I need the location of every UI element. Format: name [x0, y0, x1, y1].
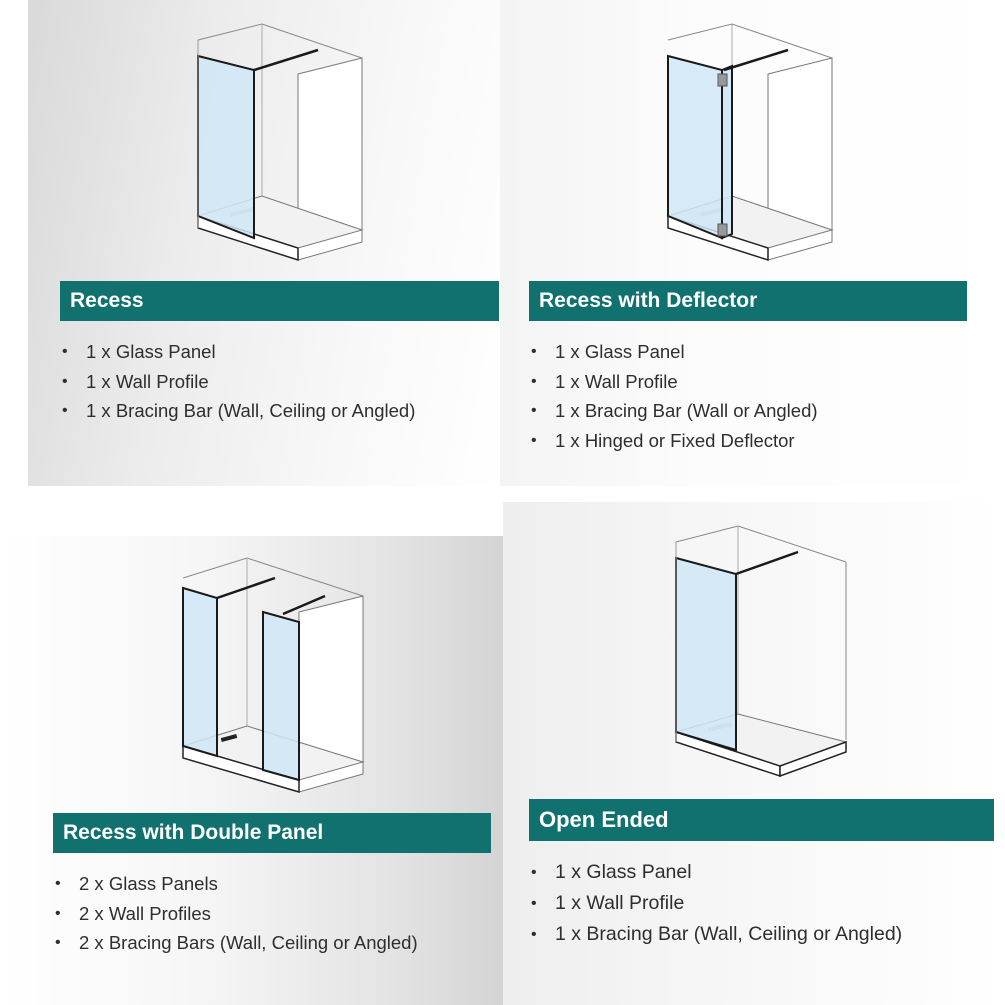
list-item: • 1 x Glass Panel	[60, 337, 415, 367]
section-title-recess: Recess	[60, 281, 499, 321]
list-item: • 1 x Wall Profile	[60, 367, 415, 397]
list-item: • 2 x Wall Profiles	[53, 899, 418, 929]
list-item: • 1 x Bracing Bar (Wall, Ceiling or Angled)	[529, 919, 902, 950]
recess-deflector-items-list	[529, 337, 818, 455]
open-ended-items-list	[529, 857, 902, 950]
list-item: • 1 x Glass Panel	[529, 857, 902, 888]
list-item: • 1 x Wall Profile	[529, 888, 902, 919]
list-item: • 1 x Hinged or Fixed Deflector	[529, 426, 818, 456]
list-item: • 2 x Glass Panels	[53, 869, 418, 899]
recess-double-panel-items-list	[53, 869, 418, 958]
open-ended-shower-diagram-icon	[668, 522, 853, 782]
list-item: • 2 x Bracing Bars (Wall, Ceiling or Angled)	[53, 928, 418, 958]
section-title-recess-double-panel: Recess with Double Panel	[53, 813, 491, 853]
list-item: • 1 x Bracing Bar (Wall or Angled)	[529, 396, 818, 426]
recess-deflector-shower-diagram-icon	[660, 20, 840, 265]
section-title-recess-deflector: Recess with Deflector	[529, 281, 967, 321]
list-item: • 1 x Glass Panel	[529, 337, 818, 367]
recess-shower-diagram-icon	[190, 20, 370, 265]
section-title-open-ended: Open Ended	[529, 799, 994, 841]
recess-double-panel-shower-diagram-icon	[175, 550, 370, 800]
recess-items-list	[60, 337, 415, 426]
list-item: • 1 x Bracing Bar (Wall, Ceiling or Angled)	[60, 396, 415, 426]
list-item: • 1 x Wall Profile	[529, 367, 818, 397]
